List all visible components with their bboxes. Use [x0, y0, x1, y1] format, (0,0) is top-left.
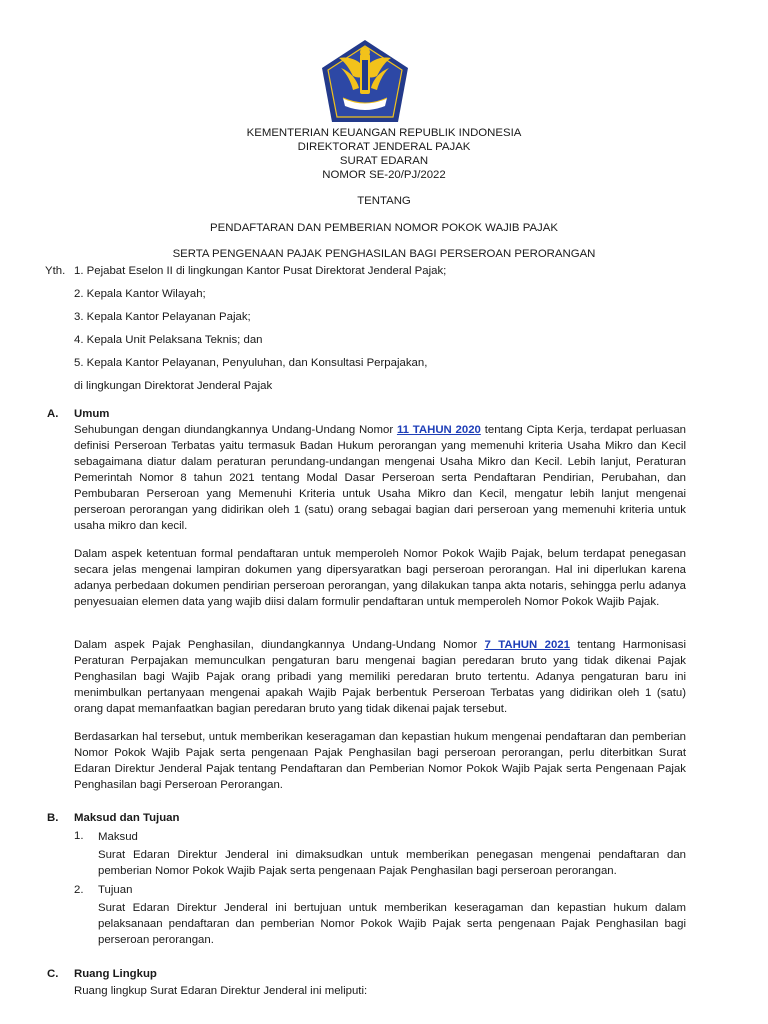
section-c-letter: C. — [47, 968, 59, 980]
section-c-intro: Ruang lingkup Surat Edaran Direktur Jenderal ini meliputi: — [74, 985, 368, 997]
section-a-letter: A. — [47, 408, 59, 420]
law-link-uu-11-2020[interactable]: 11 TAHUN 2020 — [396, 424, 481, 436]
letterhead — [0, 126, 768, 182]
doc-number: NOMOR SE-20/PJ/2022 — [322, 169, 446, 181]
logo-center-emblem-icon — [360, 47, 370, 94]
directorate-name: DIREKTORAT JENDERAL PAJAK — [297, 141, 471, 153]
doc-title-line1: PENDAFTARAN DAN PEMBERIAN NOMOR POKOK WAJIB PAJAK — [210, 222, 558, 234]
ministry-name: KEMENTERIAN KEUANGAN REPUBLIK INDONESIA — [246, 127, 522, 139]
addressee-footer: di lingkungan Direktorat Jenderal Pajak — [74, 380, 273, 392]
section-b-item-number: 1. — [74, 830, 84, 842]
section-b-item-text: Surat Edaran Direktur Jenderal ini bertujuan untuk memberikan keseragaman dan kepastian hukum dalam pelaksanaan pendaftaran dan pemberian Nomor Pokok Wajib Pajak serta pengenaan Pajak Penghasilan bagi perseroan perorangan. — [98, 902, 686, 946]
paragraph-text: tentang Harmonisasi Peraturan Perpajakan memunculkan pengaturan baru mengenai bagian peredaran bruto yang tidak dikenai Pajak Penghasilan bagi Wajib Pajak orang pribadi yang memiliki peredaran bruto tertentu. Adanya pengaturan baru ini menimbulkan pertanyaan mengenai apakah Wajib Pajak berbentuk Perseroan Terbatas yang didirikan oleh 1 (satu) orang dapat memanfaatkan bagian peredaran bruto yang tidak dikenai pajak tersebut. — [74, 639, 686, 715]
doc-type: SURAT EDARAN — [339, 155, 429, 167]
addressee-item: 2. Kepala Kantor Wilayah; — [74, 288, 206, 300]
section-c-title: Ruang Lingkup — [74, 968, 157, 980]
section-a-paragraph-4: Berdasarkan hal tersebut, untuk memberikan keseragaman dan kepastian hukum mengenai pendaftaran dan pemberian Nomor Pokok Wajib Pajak serta pengenaan Pajak Penghasilan bagi perseroan perorangan, perlu diterbitkan Surat Edaran Direktur Jenderal Pajak tentang Pendaftaran dan Pemberian Nomor Pokok Wajib Pajak serta Pengenaan Pajak Penghasilan bagi Perseroan Perorangan. — [74, 731, 686, 791]
section-b-item-text: Surat Edaran Direktur Jenderal ini dimaksudkan untuk memberikan penegasan mengenai pendaftaran dan pemberian Nomor Pokok Wajib Pajak serta pengenaan Pajak Penghasilan bagi perseroan perorangan. — [98, 849, 686, 877]
kemenkeu-logo — [319, 38, 411, 126]
addressee-item: 3. Kepala Kantor Pelayanan Pajak; — [74, 311, 251, 323]
addressee-item: 1. Pejabat Eselon II di lingkungan Kantor Pusat Direktorat Jenderal Pajak; — [74, 265, 447, 277]
about-label: TENTANG — [357, 195, 411, 207]
addressee-prefix: Yth. — [45, 265, 66, 277]
doc-title-line2: SERTA PENGENAAN PAJAK PENGHASILAN BAGI PERSEROAN PERORANGAN — [172, 248, 596, 260]
section-b-item-title: Maksud — [98, 831, 138, 843]
section-b-letter: B. — [47, 812, 59, 824]
section-a-title: Umum — [74, 408, 110, 420]
paragraph-text: Sehubungan dengan diundangkannya Undang-Undang Nomor — [74, 424, 394, 436]
paragraph-text: tentang Cipta Kerja, terdapat perluasan definisi Perseroan Terbatas yaitu termasuk Badan Hukum perorangan yang memenuhi kriteria Usaha Mikro dan Kecil sebagaimana diatur dalam peraturan perundang-undangan mengenai Usaha Mikro dan Kecil. Lebih lanjut, Peraturan Pemerintah Nomor 8 tahun 2021 tentang Modal Dasar Perseroan serta Pendaftaran Pendirian, Perubahan, dan Pembubaran Perseroan yang Memenuhi Kriteria untuk Usaha Mikro dan Kecil, mengatur lebih lanjut mengenai perseroan perorangan yang didirikan oleh 1 (satu) orang sebagai bagian dari perseroan yang memenuhi kriteria untuk usaha mikro dan kecil. — [74, 424, 687, 532]
addressee-item: 4. Kepala Unit Pelaksana Teknis; dan — [74, 334, 263, 346]
addressee-item: 5. Kepala Kantor Pelayanan, Penyuluhan, dan Konsultasi Perpajakan, — [74, 357, 428, 369]
section-b-title: Maksud dan Tujuan — [74, 812, 180, 824]
law-link-uu-7-2021[interactable]: 7 TAHUN 2021 — [484, 639, 570, 651]
section-a-paragraph-3 — [74, 637, 686, 717]
section-a-paragraph-1 — [74, 422, 686, 534]
paragraph-text: Dalam aspek Pajak Penghasilan, diundangkannya Undang-Undang Nomor — [74, 639, 478, 651]
section-b-item-title: Tujuan — [98, 884, 133, 896]
section-a-paragraph-2: Dalam aspek ketentuan formal pendaftaran untuk memperoleh Nomor Pokok Wajib Pajak, belum terdapat penegasan secara jelas mengenai lampiran dokumen yang dipersyaratkan bagi perseroan perorangan. Hal ini diperlukan karena adanya perbedaan dokumen pendirian perseroan perorangan, yang dilakukan tanpa akta notaris, sehingga perlu adanya penyesuaian elemen data yang wajib diisi dalam formulir pendaftaran untuk memperoleh Nomor Pokok Wajib Pajak. — [74, 548, 686, 608]
section-b-item-number: 2. — [74, 884, 84, 896]
